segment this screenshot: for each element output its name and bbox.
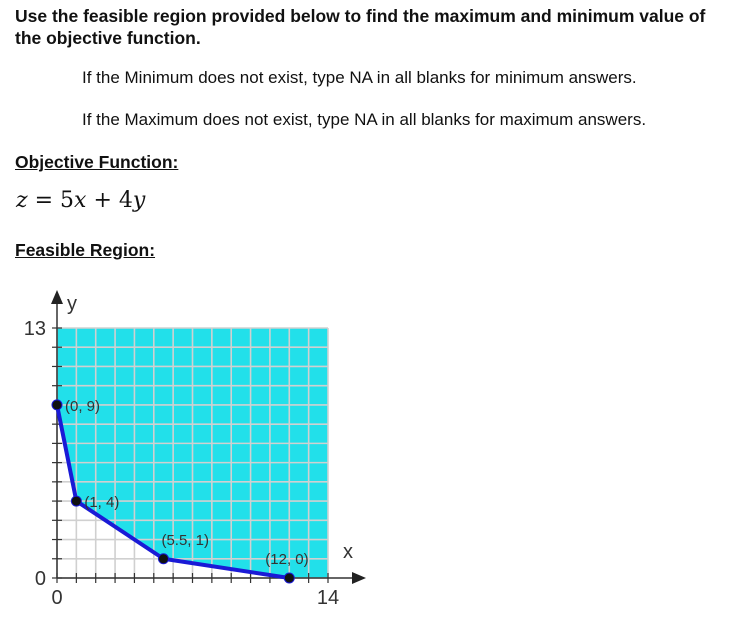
formula-coef-x: 5 (60, 188, 75, 213)
minimum-instruction: If the Minimum does not exist, type NA in all blanks for minimum answers. (82, 68, 637, 87)
objective-formula (16, 188, 145, 213)
formula-x: x (74, 188, 87, 213)
y-tick-label: 13 (23, 318, 46, 340)
vertex-point (71, 496, 81, 506)
vertex-label: (0, 9) (65, 397, 101, 415)
x-tick-label: 14 (316, 587, 340, 609)
objective-function-heading: Objective Function: (15, 152, 179, 172)
x-tick-label: 0 (51, 587, 63, 609)
question-title: Use the feasible region provided below to find the maximum and minimum value of the objective function. (15, 6, 706, 48)
y-axis-label: y (67, 293, 77, 315)
formula-y: y (132, 188, 146, 213)
y-tick-label: 0 (34, 568, 46, 590)
x-axis-arrow (352, 572, 366, 584)
formula-z: z (16, 188, 28, 213)
maximum-instruction: If the Maximum does not exist, type NA in all blanks for maximum answers. (82, 110, 647, 129)
feasible-region-heading: Feasible Region: (15, 240, 156, 260)
formula-coef-y: 4 (118, 188, 133, 213)
formula-plus: + (93, 188, 112, 213)
vertex-point (158, 554, 168, 564)
feasible-region-graph (0, 285, 400, 623)
vertex-point (52, 400, 62, 410)
vertex-label: (5.5, 1) (161, 531, 209, 549)
vertex-point (284, 573, 294, 583)
vertex-label: (1, 4) (84, 494, 120, 512)
vertex-label: (12, 0) (265, 551, 309, 568)
x-axis-label: x (343, 541, 353, 563)
y-axis-arrow (51, 290, 63, 304)
formula-equals: = (34, 188, 54, 213)
